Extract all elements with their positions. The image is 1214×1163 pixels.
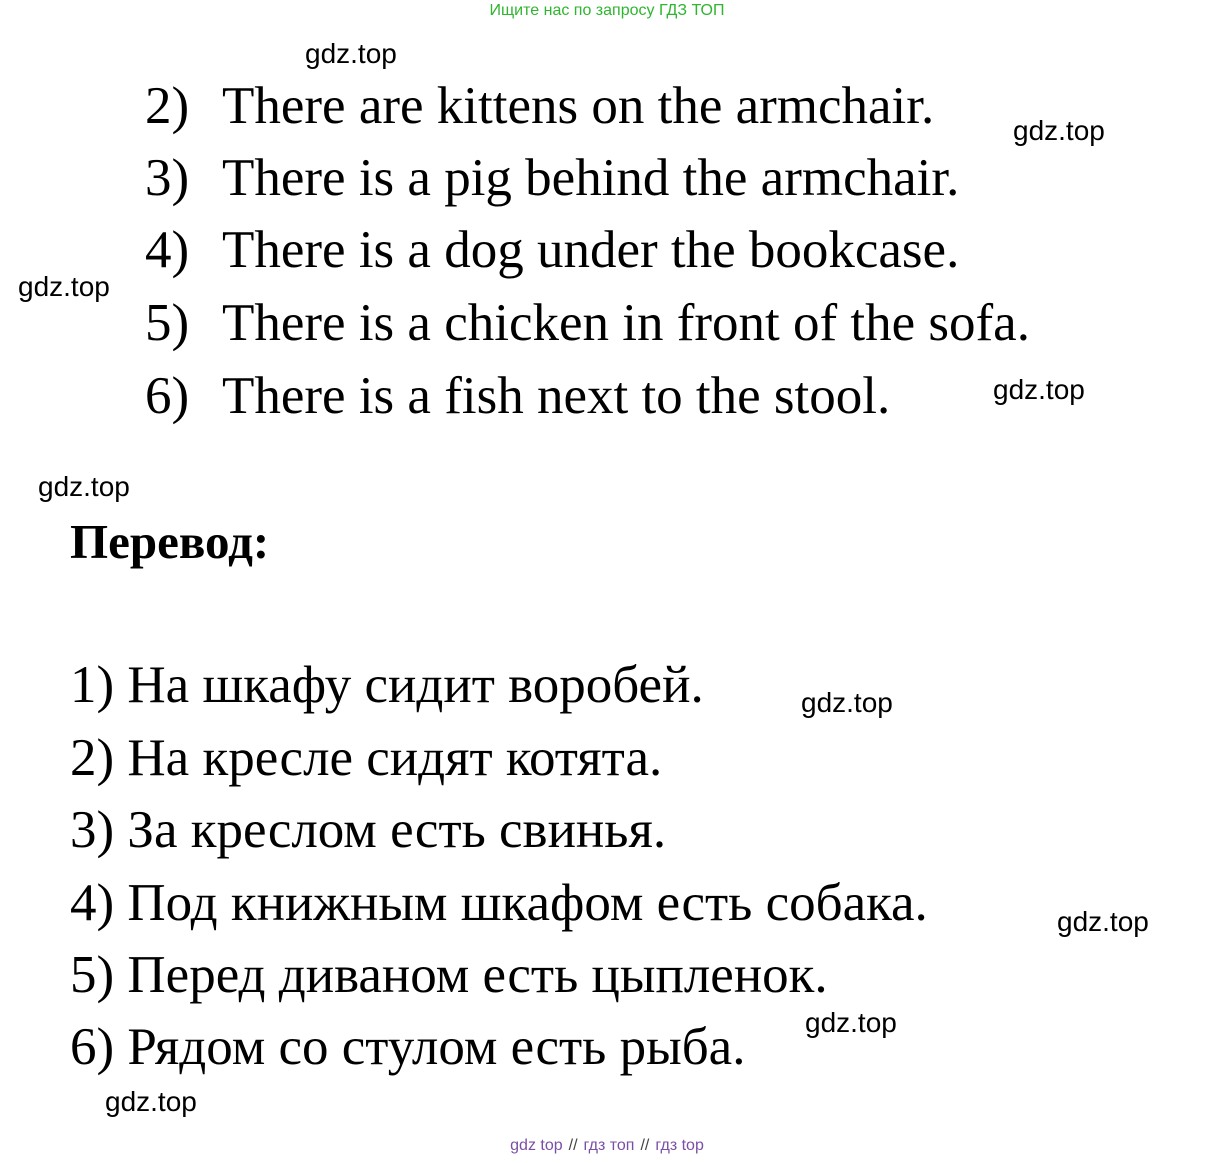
english-line (145, 76, 934, 136)
line-text: There are kittens on the armchair. (222, 77, 935, 135)
watermark: gdz.top (1057, 906, 1149, 937)
line-number: 6) (145, 367, 190, 425)
russian-line: 1) На шкафу сидит воробей. (70, 656, 704, 714)
footer-link[interactable]: гдз top (655, 1137, 704, 1154)
english-line (145, 220, 959, 280)
watermark: gdz.top (805, 1007, 897, 1038)
watermark: gdz.top (1013, 115, 1105, 146)
line-number: 4) (145, 221, 190, 279)
russian-line: 5) Перед диваном есть цыпленок. (70, 946, 828, 1004)
watermark: gdz.top (993, 374, 1085, 405)
header-note: Ищите нас по запросу ГДЗ ТОП (489, 2, 725, 19)
watermark: gdz.top (305, 38, 397, 69)
english-line (145, 148, 959, 208)
line-number: 3) (145, 149, 190, 207)
english-line (145, 293, 1030, 353)
footer-links (0, 1137, 1214, 1155)
watermark: gdz.top (18, 271, 110, 302)
watermark: gdz.top (38, 471, 130, 502)
line-text: There is a dog under the bookcase. (222, 221, 960, 279)
english-line (145, 366, 890, 426)
russian-line: 2) На кресле сидят котята. (70, 729, 663, 787)
russian-line: 3) За креслом есть свинья. (70, 801, 667, 859)
footer-separator: // (568, 1137, 578, 1154)
line-text: There is a chicken in front of the sofa. (222, 294, 1030, 352)
russian-line: 6) Рядом со стулом есть рыба. (70, 1018, 746, 1076)
footer-link[interactable]: гдз топ (583, 1137, 635, 1154)
line-number: 5) (145, 294, 190, 352)
translation-heading: Перевод: (70, 514, 270, 569)
russian-line: 4) Под книжным шкафом есть собака. (70, 874, 928, 932)
watermark: gdz.top (801, 687, 893, 718)
line-text: There is a fish next to the stool. (222, 367, 891, 425)
watermark: gdz.top (105, 1086, 197, 1117)
footer-link[interactable]: gdz top (510, 1137, 563, 1154)
footer-separator: // (640, 1137, 650, 1154)
line-text: There is a pig behind the armchair. (222, 149, 960, 207)
line-number: 2) (145, 77, 190, 135)
